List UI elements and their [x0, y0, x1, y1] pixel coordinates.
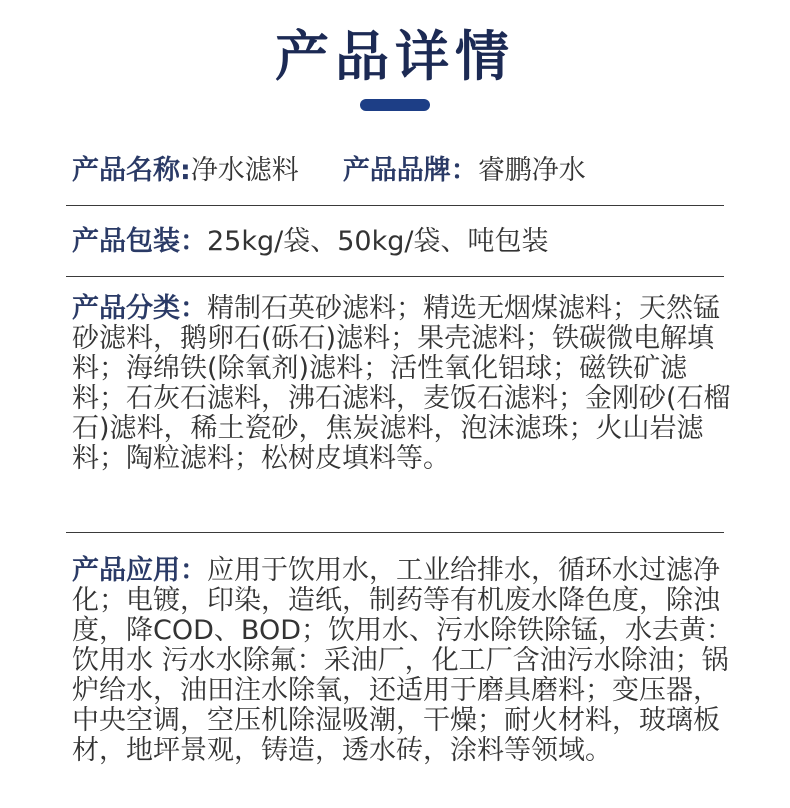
page-title: 产品详情 — [275, 25, 515, 88]
product-classification-label: 产品分类： — [72, 293, 207, 324]
title-underline-bar — [360, 99, 430, 111]
product-package-value: 25kg/袋、50kg/袋、吨包装 — [207, 226, 549, 257]
divider-2 — [66, 276, 724, 277]
product-application — [72, 556, 736, 766]
product-name-label: 产品名称: — [72, 155, 191, 186]
divider-1 — [66, 205, 724, 206]
product-application-label: 产品应用： — [72, 555, 207, 586]
product-name-brand-row — [72, 156, 586, 186]
product-name-value: 净水滤料 — [190, 155, 299, 186]
product-package-label: 产品包装： — [72, 226, 207, 257]
product-application-text: 应用于饮用水，工业给排水，循环水过滤净化；电镀，印染，造纸，制药等有机废水降色度，除浊度，降COD、BOD；饮用水、污水除铁除锰，水去黄：饮用水 污水水除氟：采油厂，化工厂含油污水除油；锅炉给水，油田注水除氧，还适用于磨具磨料；变压器，中央空调，空压机除湿吸潮，干燥；耐火材料，玻璃板材，地坪景观，铸造，透水砖，涂料等领域。 — [72, 555, 733, 766]
product-classification — [72, 294, 736, 474]
product-brand-value: 睿鹏净水 — [477, 155, 586, 186]
product-brand-label: 产品品牌： — [342, 155, 478, 186]
divider-3 — [66, 532, 724, 533]
product-package-row — [72, 227, 548, 257]
product-classification-text: 精制石英砂滤料；精选无烟煤滤料；天然锰砂滤料，鹅卵石(砾石)滤料；果壳滤料；铁碳微电解填料；海绵铁(除氧剂)滤料；活性氧化铝球；磁铁矿滤料；石灰石滤料，沸石滤料，麦饭石滤料；金刚砂(石榴石)滤料，稀土瓷砂，焦炭滤料，泡沫滤珠；火山岩滤料；陶粒滤料；松树皮填料等。 — [72, 293, 731, 474]
